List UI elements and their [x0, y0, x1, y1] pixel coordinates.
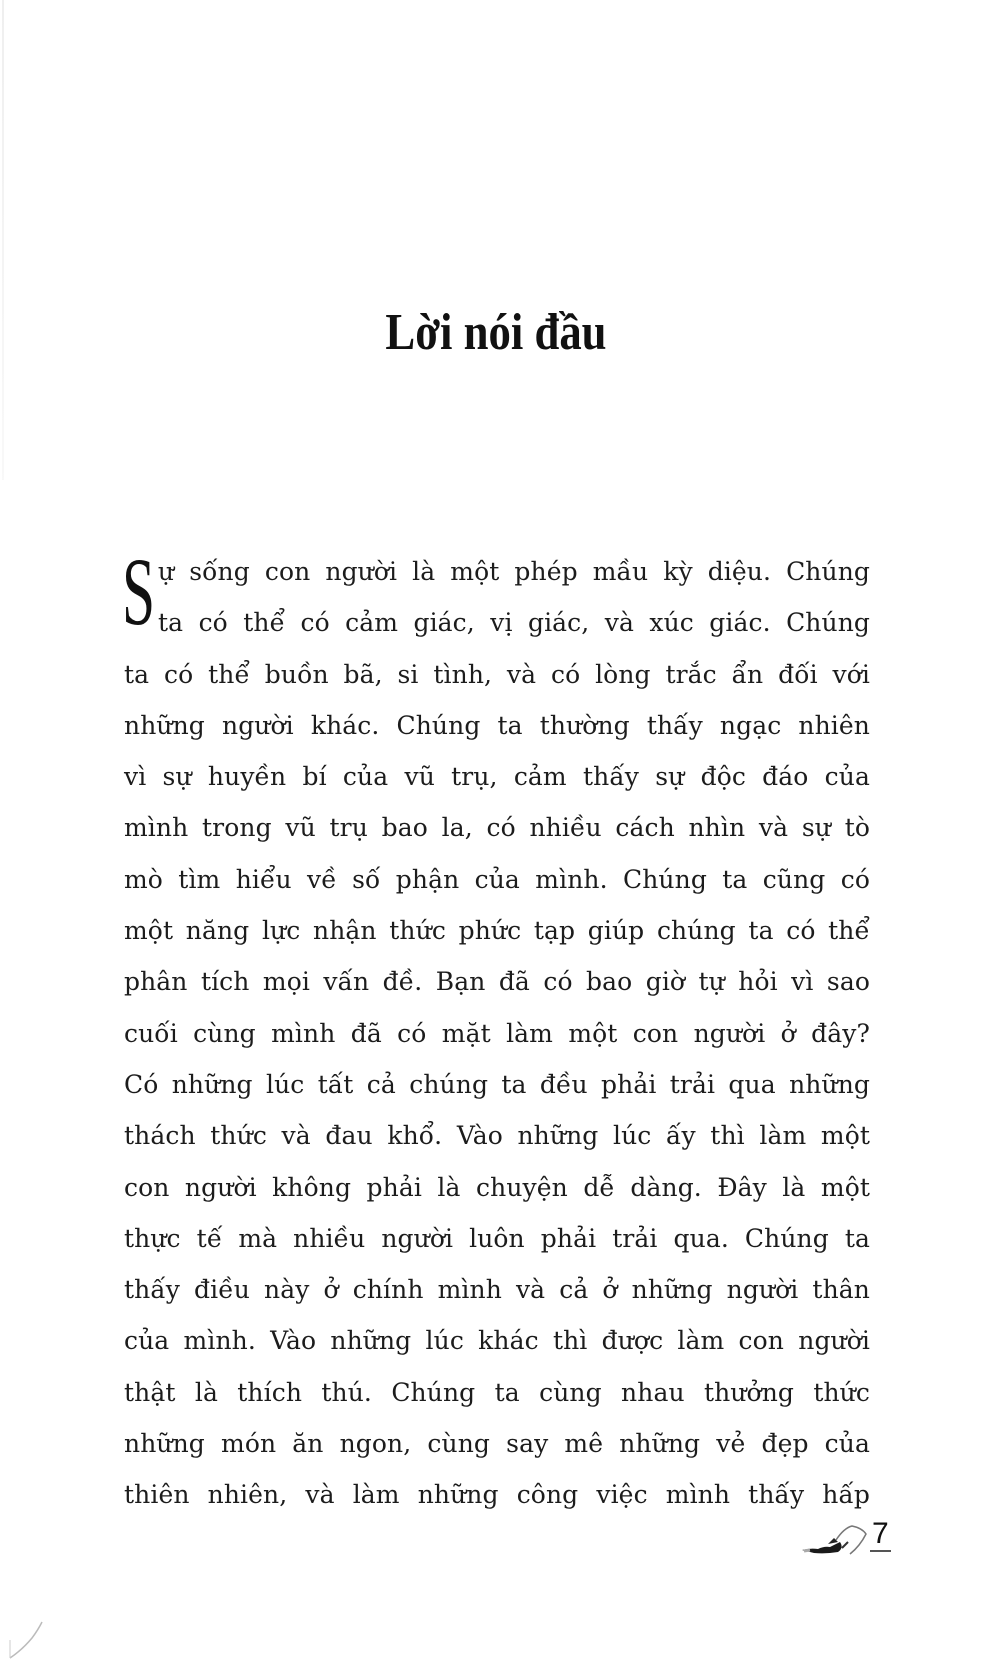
text-line: cuối cùng mình đã có mặt làm một con người ở đây? [124, 1018, 870, 1048]
text-line: con người không phải là chuyện dễ dàng. Đây là một [124, 1172, 870, 1202]
text-line: ta có thể buồn bã, si tình, và có lòng trắc ẩn đối với [124, 659, 870, 689]
page-edge-shadow [2, 0, 4, 480]
text-line: thấy điều này ở chính mình và cả ở những người thân [124, 1275, 870, 1305]
text-line: thiên nhiên, và làm những công việc mình thấy hấp [124, 1480, 870, 1510]
body-paragraph [122, 538, 870, 1521]
text-line: thực tế mà nhiều người luôn phải trải qua. Chúng ta [124, 1223, 870, 1253]
page-title: Lời nói đầu [385, 303, 607, 361]
text-line: một năng lực nhận thức phức tạp giúp chúng ta có thể [124, 916, 870, 946]
text-line: vì sự huyền bí của vũ trụ, cảm thấy sự độc đáo của [124, 762, 870, 792]
text-line: mò tìm hiểu về số phận của mình. Chúng ta cũng có [124, 864, 870, 894]
page-number: 7 [872, 1517, 889, 1550]
page-corner-mark [8, 1600, 48, 1660]
text-line: những người khác. Chúng ta thường thấy ngạc nhiên [124, 710, 870, 740]
text-line: phân tích mọi vấn đề. Bạn đã có bao giờ tự hỏi vì sao [124, 967, 870, 997]
text-line: ự sống con người là một phép mầu kỳ diệu. Chúng [158, 557, 870, 586]
text-line: Có những lúc tất cả chúng ta đều phải trải qua những [124, 1069, 870, 1099]
text-line: những món ăn ngon, cùng say mê những vẻ đẹp của [124, 1429, 870, 1459]
text-line: ta có thể có cảm giác, vị giác, và xúc giác. Chúng [158, 608, 870, 638]
text-line: mình trong vũ trụ bao la, có nhiều cách nhìn và sự tò [124, 813, 870, 843]
text-line: thật là thích thú. Chúng ta cùng nhau thưởng thức [124, 1377, 870, 1407]
text-line: thách thức và đau khổ. Vào những lúc ấy thì làm một [124, 1121, 870, 1151]
drop-cap: S [122, 538, 156, 645]
text-line: của mình. Vào những lúc khác thì được làm con người [124, 1326, 870, 1356]
